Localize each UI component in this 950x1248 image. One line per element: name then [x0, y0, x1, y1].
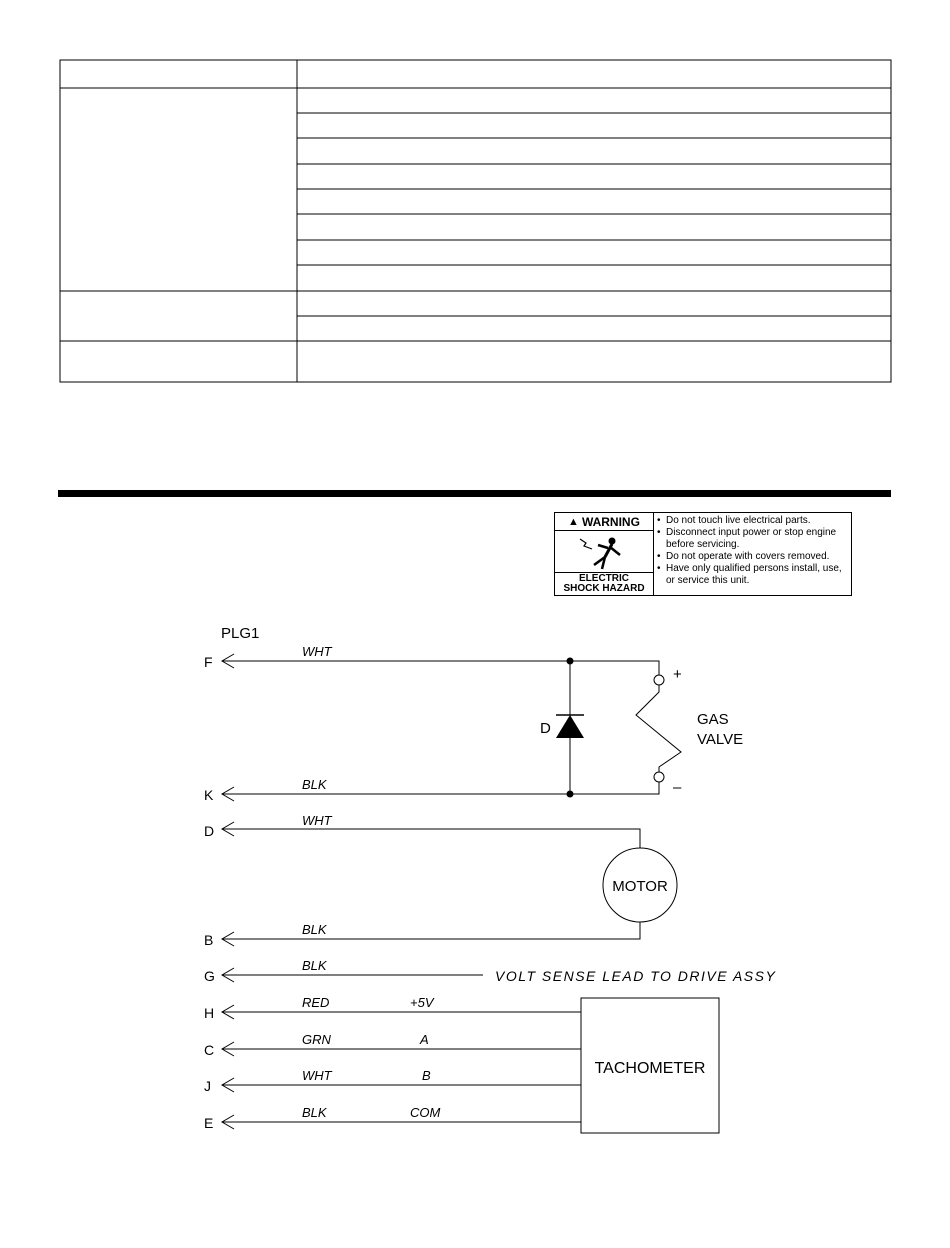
pin-label: G [204, 968, 215, 984]
warning-header [555, 513, 653, 531]
pin-label: H [204, 1005, 215, 1021]
bullet-icon: • [657, 515, 661, 526]
wire-color-label: BLK [302, 777, 327, 792]
pin-label: F [204, 654, 213, 670]
wire-color-label: GRN [302, 1032, 331, 1047]
motor-label: MOTOR [612, 878, 668, 895]
bullet-icon: • [657, 551, 661, 562]
diode-label: D [540, 720, 551, 737]
warning-item-text: Do not touch live electrical parts. [666, 515, 811, 526]
warning-footer-line: ELECTRIC [579, 573, 629, 584]
wire-color-label: WHT [302, 644, 332, 659]
warning-label [554, 512, 852, 596]
junction-dot [567, 791, 574, 798]
wire-color-label: BLK [302, 922, 327, 937]
wire-color-label: RED [302, 995, 330, 1010]
wire-signal-label: +5V [410, 995, 434, 1010]
wire-signal-label: A [420, 1032, 429, 1047]
electric-shock-icon [555, 531, 653, 572]
bullet-icon: • [657, 527, 661, 538]
pin-label: E [204, 1115, 214, 1131]
bullet-icon: • [657, 563, 661, 574]
pin-label: B [204, 932, 214, 948]
gas-valve-symbol [636, 675, 681, 782]
tachometer-label: TACHOMETER [594, 1060, 706, 1077]
pin-label: J [204, 1078, 211, 1094]
schematic [204, 625, 776, 1133]
warning-footer [555, 572, 653, 595]
warning-header-text: WARNING [581, 514, 640, 529]
warning-item-text: Disconnect input power or stop engine before servicing. [666, 527, 837, 550]
warning-item [657, 563, 848, 587]
gas-valve-minus: – [673, 779, 682, 796]
connector-arrows [222, 654, 234, 1129]
wire-color-label: WHT [302, 813, 332, 828]
wire-signal-label: B [422, 1068, 431, 1083]
wire-color-label: BLK [302, 958, 327, 973]
warning-footer-line: SHOCK HAZARD [563, 583, 645, 594]
diode-symbol [556, 715, 584, 738]
section-divider [58, 490, 891, 497]
empty-table [60, 60, 891, 382]
wire-signal-label: COM [410, 1105, 441, 1120]
gas-valve-label: VALVE [697, 731, 744, 748]
warning-item-text: Do not operate with covers removed. [666, 551, 830, 562]
warning-item [657, 527, 848, 551]
volt-sense-note: VOLT SENSE LEAD TO DRIVE ASSY [495, 968, 777, 984]
warning-item [657, 515, 848, 527]
gas-valve-plus: + [673, 666, 682, 683]
warning-item-text: Have only qualified persons install, use, or service this unit. [666, 563, 842, 586]
pin-label: K [204, 787, 214, 803]
junction-dot [567, 658, 574, 665]
warning-label-left [555, 513, 654, 595]
warning-triangle-icon: ▲ [568, 515, 579, 528]
pin-label: D [204, 823, 215, 839]
warning-item [657, 551, 848, 563]
wire-color-label: WHT [302, 1068, 332, 1083]
wire-color-label: BLK [302, 1105, 327, 1120]
pin-label: C [204, 1042, 215, 1058]
connector-label: PLG1 [221, 625, 260, 642]
gas-valve-label: GAS [697, 711, 729, 728]
warning-items [654, 513, 851, 595]
